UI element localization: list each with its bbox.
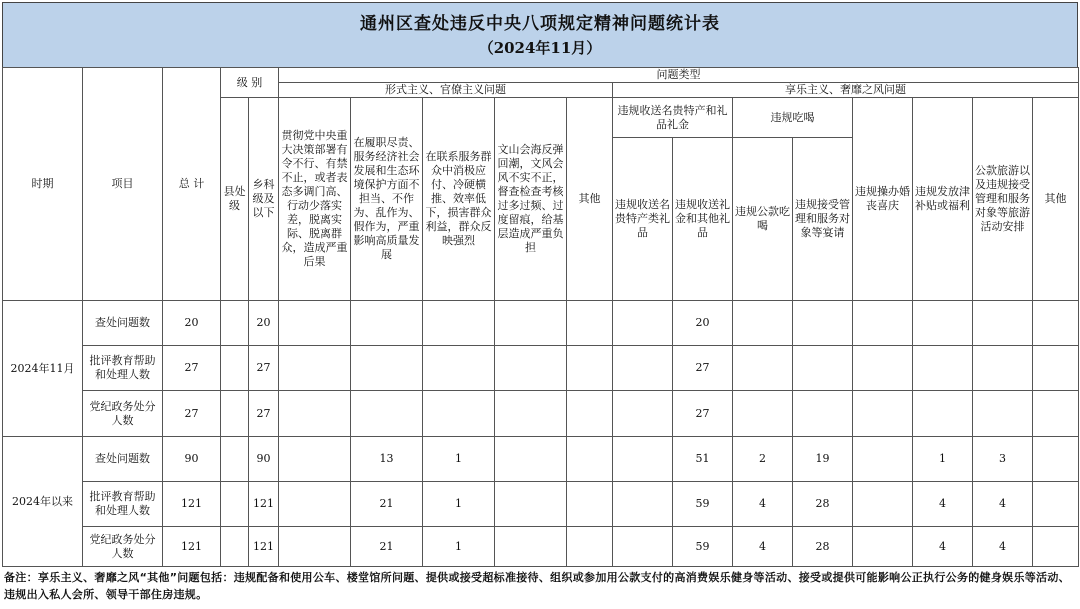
- cell-travel: [973, 301, 1033, 346]
- cell-total: 121: [163, 527, 221, 567]
- cell-county: [221, 437, 249, 482]
- footnote: 备注：享乐主义、奢靡之风“其他”问题包括：违规配备和使用公车、楼堂馆所问题、提供或接受超标准接待、组织或参加用公款支付的高消费娱乐健身等活动、接受或提供可能影响公正执行公务的健身娱乐等活动、违规出入私人会所、领导干部住房违规。: [4, 571, 1070, 601]
- cell-dining1: [733, 391, 793, 437]
- cell-travel: 4: [973, 527, 1033, 567]
- cell-wedding: [853, 527, 913, 567]
- cell-f1: [279, 482, 351, 527]
- cell-f4: [495, 437, 567, 482]
- cell-gift2: 59: [673, 527, 733, 567]
- cell-county: [221, 301, 249, 346]
- cell-total: 121: [163, 482, 221, 527]
- cell-f5: [567, 527, 613, 567]
- row-item: 批评教育帮助和处理人数: [83, 346, 163, 391]
- cell-total: 90: [163, 437, 221, 482]
- cell-dining1: 4: [733, 482, 793, 527]
- header-travel: 公款旅游以及违规接受管理和服务对象等旅游活动安排: [973, 98, 1033, 301]
- cell-dining2: 28: [793, 482, 853, 527]
- header-formalism-1: 贯彻党中央重大决策部署有令不行、有禁不止，或者表态多调门高、行动少落实差，脱离实际、脱离群众，造成严重后果: [279, 98, 351, 301]
- cell-dining2: 19: [793, 437, 853, 482]
- cell-f4: [495, 346, 567, 391]
- cell-f1: [279, 346, 351, 391]
- cell-h-other: [1033, 301, 1079, 346]
- header-dining-2: 违规接受管理和服务对象等宴请: [793, 138, 853, 301]
- cell-dining2: [793, 391, 853, 437]
- cell-township: 27: [249, 391, 279, 437]
- table-row: [3, 346, 1079, 391]
- cell-f3: 1: [423, 482, 495, 527]
- header-level-township: 乡科级及以下: [249, 98, 279, 301]
- cell-township: 121: [249, 527, 279, 567]
- cell-allowance: 1: [913, 437, 973, 482]
- cell-dining2: 28: [793, 527, 853, 567]
- cell-f5: [567, 482, 613, 527]
- header-item: 项目: [83, 68, 163, 301]
- cell-township: 121: [249, 482, 279, 527]
- cell-f4: [495, 391, 567, 437]
- header-gift-2: 违规收送礼金和其他礼品: [673, 138, 733, 301]
- row-item: 党纪政务处分人数: [83, 527, 163, 567]
- cell-gift1: [613, 437, 673, 482]
- cell-f4: [495, 527, 567, 567]
- cell-gift1: [613, 301, 673, 346]
- cell-county: [221, 482, 249, 527]
- table-row: [3, 391, 1079, 437]
- header-total: 总 计: [163, 68, 221, 301]
- cell-gift1: [613, 346, 673, 391]
- cell-h-other: [1033, 346, 1079, 391]
- header-period: 时期: [3, 68, 83, 301]
- table-title-banner: [2, 2, 1078, 68]
- cell-gift1: [613, 391, 673, 437]
- cell-gift2: 20: [673, 301, 733, 346]
- cell-f1: [279, 391, 351, 437]
- cell-travel: 3: [973, 437, 1033, 482]
- cell-dining2: [793, 301, 853, 346]
- cell-total: 27: [163, 346, 221, 391]
- cell-f3: [423, 301, 495, 346]
- cell-wedding: [853, 301, 913, 346]
- cell-h-other: [1033, 391, 1079, 437]
- cell-allowance: 4: [913, 482, 973, 527]
- cell-gift2: 59: [673, 482, 733, 527]
- cell-dining2: [793, 346, 853, 391]
- cell-f3: 1: [423, 527, 495, 567]
- row-item: 查处问题数: [83, 301, 163, 346]
- header-formalism: 形式主义、官僚主义问题: [279, 83, 613, 98]
- cell-dining1: [733, 346, 793, 391]
- cell-dining1: 4: [733, 527, 793, 567]
- header-dining-1: 违规公款吃喝: [733, 138, 793, 301]
- row-item: 批评教育帮助和处理人数: [83, 482, 163, 527]
- header-formalism-2: 在履职尽责、服务经济社会发展和生态环境保护方面不担当、不作为、乱作为、假作为，严重影响高质量发展: [351, 98, 423, 301]
- table-row: [3, 482, 1079, 527]
- cell-gift2: 51: [673, 437, 733, 482]
- period-label: 2024年以来: [3, 437, 83, 567]
- cell-f3: 1: [423, 437, 495, 482]
- cell-f3: [423, 391, 495, 437]
- cell-f1: [279, 437, 351, 482]
- header-level-county: 县处级: [221, 98, 249, 301]
- cell-gift1: [613, 482, 673, 527]
- cell-h-other: [1033, 482, 1079, 527]
- cell-f1: [279, 301, 351, 346]
- header-gift-group: 违规收送名贵特产和礼品礼金: [613, 98, 733, 138]
- cell-allowance: 4: [913, 527, 973, 567]
- header-formalism-other: 其他: [567, 98, 613, 301]
- cell-township: 20: [249, 301, 279, 346]
- cell-travel: [973, 346, 1033, 391]
- period-label: 2024年11月: [3, 301, 83, 437]
- row-item: 查处问题数: [83, 437, 163, 482]
- header-problem-type: 问题类型: [279, 68, 1079, 83]
- cell-f4: [495, 301, 567, 346]
- table-row: [3, 301, 1079, 346]
- cell-county: [221, 391, 249, 437]
- row-item: 党纪政务处分人数: [83, 391, 163, 437]
- cell-gift2: 27: [673, 346, 733, 391]
- cell-f2: 13: [351, 437, 423, 482]
- cell-county: [221, 527, 249, 567]
- cell-total: 20: [163, 301, 221, 346]
- cell-f5: [567, 346, 613, 391]
- cell-f2: [351, 391, 423, 437]
- header-formalism-3: 在联系服务群众中消极应付、冷硬横推、效率低下，损害群众利益，群众反映强烈: [423, 98, 495, 301]
- cell-township: 90: [249, 437, 279, 482]
- cell-allowance: [913, 346, 973, 391]
- cell-f2: [351, 301, 423, 346]
- cell-f5: [567, 437, 613, 482]
- cell-f1: [279, 527, 351, 567]
- page-title: 通州区查处违反中央八项规定精神问题统计表: [360, 14, 720, 34]
- cell-wedding: [853, 482, 913, 527]
- cell-h-other: [1033, 437, 1079, 482]
- cell-f2: [351, 346, 423, 391]
- cell-county: [221, 346, 249, 391]
- header-level: 级 别: [221, 68, 279, 98]
- cell-h-other: [1033, 527, 1079, 567]
- cell-f4: [495, 482, 567, 527]
- page-subtitle: （2024年11月）: [478, 39, 602, 57]
- cell-travel: 4: [973, 482, 1033, 527]
- cell-wedding: [853, 391, 913, 437]
- cell-wedding: [853, 437, 913, 482]
- header-formalism-4: 文山会海反弹回潮，文风会风不实不正，督查检查考核过多过频、过度留痕，给基层造成严重负担: [495, 98, 567, 301]
- header-wedding: 违规操办婚丧喜庆: [853, 98, 913, 301]
- header-gift-1: 违规收送名贵特产类礼品: [613, 138, 673, 301]
- cell-allowance: [913, 301, 973, 346]
- cell-allowance: [913, 391, 973, 437]
- table-row: [3, 437, 1079, 482]
- cell-f5: [567, 391, 613, 437]
- header-allowance: 违规发放津补贴或福利: [913, 98, 973, 301]
- cell-gift1: [613, 527, 673, 567]
- cell-f2: 21: [351, 482, 423, 527]
- cell-f3: [423, 346, 495, 391]
- header-dining-group: 违规吃喝: [733, 98, 853, 138]
- cell-dining1: [733, 301, 793, 346]
- cell-gift2: 27: [673, 391, 733, 437]
- cell-wedding: [853, 346, 913, 391]
- cell-township: 27: [249, 346, 279, 391]
- cell-total: 27: [163, 391, 221, 437]
- cell-f2: 21: [351, 527, 423, 567]
- statistics-table: [2, 67, 1079, 567]
- header-hedonism: 享乐主义、奢靡之风问题: [613, 83, 1079, 98]
- cell-travel: [973, 391, 1033, 437]
- header-hedonism-other: 其他: [1033, 98, 1079, 301]
- cell-f5: [567, 301, 613, 346]
- table-row: [3, 527, 1079, 567]
- cell-dining1: 2: [733, 437, 793, 482]
